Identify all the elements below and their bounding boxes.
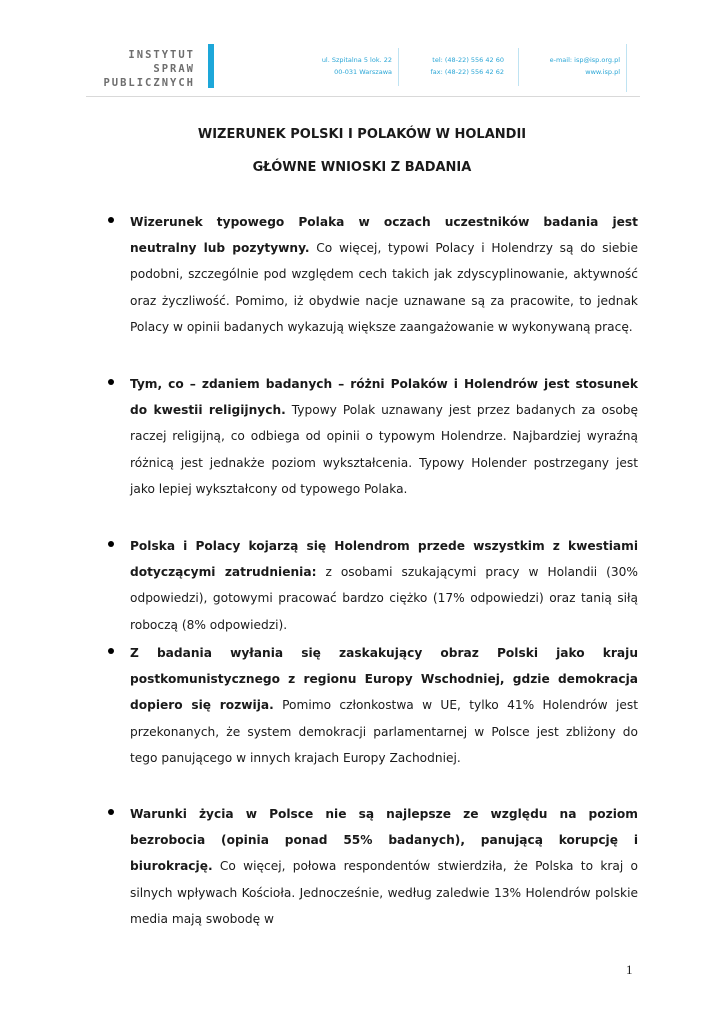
finding-text: Co więcej, połowa respondentów stwierdziła, że Polska to kraj o silnych wpływach Kościoła. Jednocześnie, według zaledwie 13% Holendrów polskie media mają swobodę w <box>130 859 638 926</box>
header-divider-2 <box>518 48 519 86</box>
bullet-icon <box>108 541 114 547</box>
document-subtitle: GŁÓWNE WNIOSKI Z BADANIA <box>252 160 472 175</box>
finding-text: Co więcej, typowi Polacy i Holendrzy są do siebie podobni, szczególnie pod względem cech takich jak zdyscyplinowanie, aktywność oraz życzliwość. Pomimo, iż obydwie nacje uznawane są za pracowite, to jednak Polacy w opinii badanych wykazują większe zaangażowanie w wykonywaną pracę. <box>130 241 638 334</box>
list-item <box>130 533 638 638</box>
page-number: 1 <box>626 962 633 977</box>
phone-number: tel: (48-22) 556 42 60 <box>432 56 504 64</box>
contact-block <box>526 54 620 78</box>
bullet-icon <box>108 217 114 223</box>
finding-headline: Wizerunek typowego Polaka w oczach uczestników badania jest neutralny lub pozytywny. <box>130 215 638 256</box>
logo-line-1: INSTYTUT SPRAW <box>128 49 195 75</box>
document-title: WIZERUNEK POLSKI I POLAKÓW W HOLANDII <box>197 127 527 142</box>
logo-line-2: PUBLICZNYCH <box>103 77 195 89</box>
fax-number: fax: (48-22) 556 42 62 <box>430 68 504 76</box>
finding-text: z osobami szukającymi pracy w Holandii (30% odpowiedzi), gotowymi pracować bardzo ciężko (17% odpowiedzi) oraz tanią siłą roboczą (8% odpowiedzi). <box>130 565 638 632</box>
address-block <box>304 54 392 78</box>
finding-headline: Z badania wyłania się zaskakujący obraz Polski jako kraju postkomunistycznego z regionu Europy Wschodniej, gdzie demokracja dopiero się rozwija. <box>130 646 638 713</box>
email-address: e-mail: isp@isp.org.pl <box>549 56 620 64</box>
finding-text: Pomimo członkostwa w UE, tylko 41% Holendrów jest przekonanych, że system demokracji parlamentarnej w Polsce jest zbliżony do tego panującego w innych krajach Europy Zachodniej. <box>130 698 638 765</box>
finding-text: Typowy Polak uznawany jest przez badanych za osobę raczej religijną, co odbiega od opinii o typowym Holendrze. Najbardziej wyraźną różnicą jest jednakże poziom wykształcenia. Typowy Holender postrzegany jest jako lepiej wykształcony od typowego Polaka. <box>130 403 639 496</box>
phone-block <box>408 54 504 78</box>
address-line-2: 00-031 Warszawa <box>334 68 392 76</box>
letterhead <box>86 38 640 97</box>
list-item <box>130 209 638 340</box>
address-line-1: ul. Szpitalna 5 lok. 22 <box>321 56 392 64</box>
finding-headline: Tym, co – zdaniem badanych – różni Polaków i Holendrów jest stosunek do kwestii religijnych. <box>130 377 638 418</box>
finding-headline: Polska i Polacy kojarzą się Holendrom przede wszystkim z kwestiami dotyczącymi zatrudnienia: <box>130 539 638 580</box>
bullet-icon <box>108 809 114 815</box>
list-item <box>130 801 638 932</box>
bullet-icon <box>108 379 114 385</box>
logo-accent-bar <box>208 44 214 88</box>
header-divider-3 <box>626 44 627 92</box>
list-item <box>130 371 638 502</box>
header-divider-1 <box>398 48 399 86</box>
website-address: www.isp.pl <box>585 68 620 76</box>
bullet-icon <box>108 648 114 654</box>
finding-headline: Warunki życia w Polsce nie są najlepsze ze względu na poziom bezrobocia (opinia ponad 55% badanych), panującą korupcję i biurokrację. <box>130 807 638 874</box>
list-item <box>130 640 638 771</box>
institute-logo <box>91 48 195 90</box>
